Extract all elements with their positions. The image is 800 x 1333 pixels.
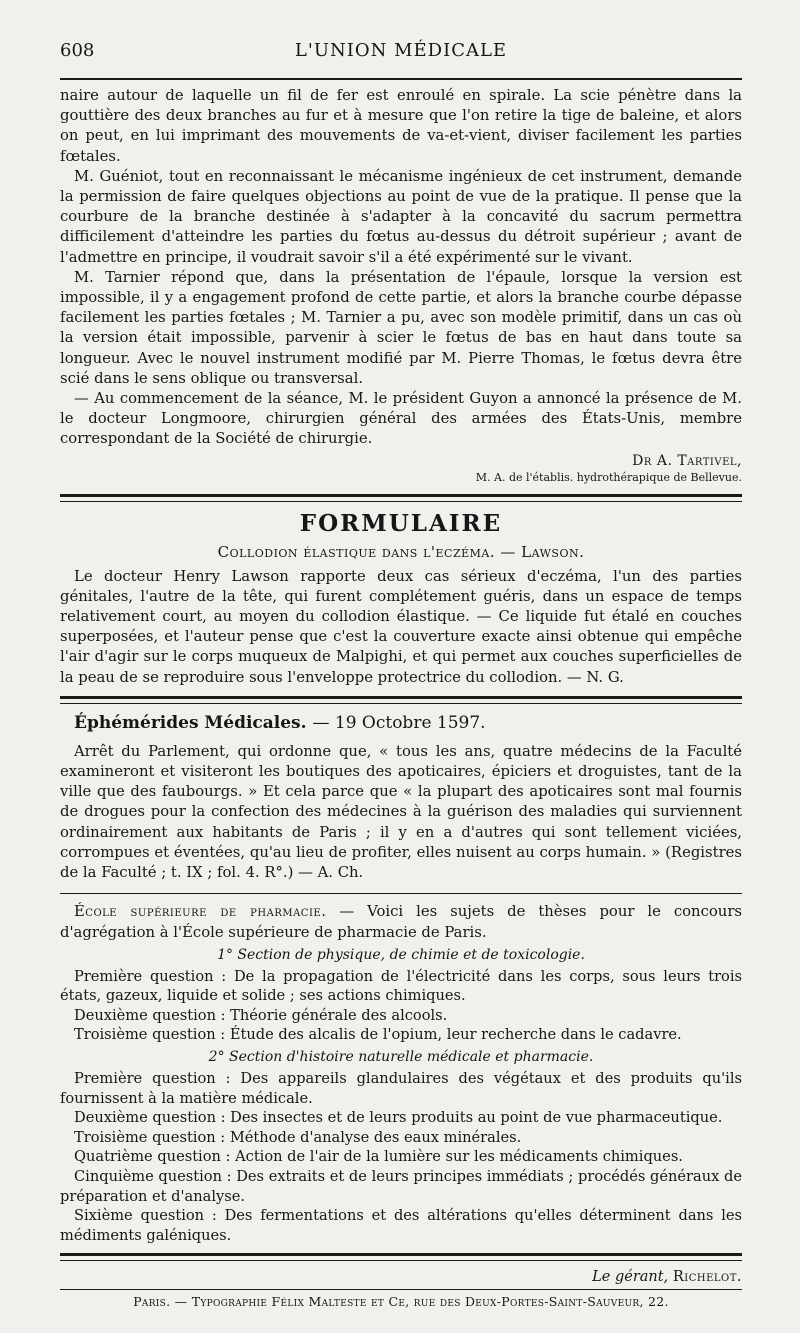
formulaire-subtitle: Collodion élastique dans l'eczéma. — Lawson. — [217, 542, 585, 561]
gerant-name: Richelot. — [672, 1269, 742, 1286]
ephemerides-section — [60, 712, 742, 883]
section-divider-thin — [60, 893, 742, 894]
ephemerides-date: — 19 Octobre 1597. — [312, 712, 486, 733]
author-signature — [60, 452, 742, 486]
ecole-intro-text: — Voici les sujets de thèses pour le concours d'agrégation à l'École supérieure de pharmacie de Paris. — [60, 903, 742, 941]
section-1-question: Deuxième question : Théorie générale des alcools. — [74, 1006, 448, 1024]
intro-article — [60, 86, 742, 486]
section-2-question: Troisième question : Méthode d'analyse des eaux minérales. — [74, 1128, 522, 1146]
ephemerides-title: Éphémérides Médicales. — [74, 712, 307, 733]
signature-title: M. A. de l'établis. hydrothérapique de Bellevue. — [475, 470, 742, 484]
journal-title: L'UNION MÉDICALE — [294, 40, 508, 61]
section-2-question: Cinquième question : Des extraits et de leurs principes immédiats ; procédés généraux de préparation et d'analyse. — [60, 1168, 742, 1205]
gerant-label: Le gérant, — [592, 1269, 669, 1286]
section-divider — [60, 696, 742, 704]
ecole-section — [60, 902, 742, 1245]
section-2-question: Sixième question : Des fermentations et des altérations qu'elles déterminent dans les médiments galéniques. — [60, 1207, 742, 1244]
formulaire-section — [60, 510, 742, 688]
printer-imprint: Paris. — Typographie Félix Malteste et Ce, rue des Deux-Portes-Saint-Sauveur, 22. — [133, 1294, 669, 1310]
ephemerides-heading — [60, 712, 742, 734]
section-divider — [60, 494, 742, 502]
intro-paragraph-4: — Au commencement de la séance, M. le président Guyon a annoncé la présence de M. le docteur Longmoore, chirurgien général des armées des États-Unis, membre correspondant de la Société de chirurgie. — [60, 390, 742, 448]
intro-paragraph-1: naire autour de laquelle un fil de fer est enroulé en spirale. La scie pénètre dans la gouttière des deux branches au fur et à mesure que l'on retire la tige de baleine, et alors on peut, en lui imprimant des mouvements de va-et-vient, diviser facilement les parties fœtales. — [60, 87, 742, 165]
header-rule — [60, 78, 742, 80]
page-number: 608 — [60, 40, 95, 61]
ecole-lead: École supérieure de pharmacie. — [74, 903, 327, 921]
intro-paragraph-2: M. Guéniot, tout en reconnaissant le mécanisme ingénieux de cet instrument, demande la permission de faire quelques objections au point de vue de la pratique. Il pense que la courbure de la branche destinée à s'adapter à la concavité du sacrum permettra difficilement d'atteindre les parties du fœtus au-dessus du détroit supérieur ; avant de l'admettre en principe, il voudrait savoir s'il a été expérimenté sur le vivant. — [60, 167, 742, 266]
section-1-question: Première question : De la propagation de l'électricité dans les corps, sous leurs trois états, gazeux, liquide et solide ; ses actions chimiques. — [60, 967, 742, 1005]
ephemerides-body: Arrêt du Parlement, qui ordonne que, « tous les ans, quatre médecins de la Faculté examineront et visiteront les boutiques des apoticaires, épiciers et droguistes, tant de la ville que des faubourgs. » Et cela parce que « la plupart des apoticaires sont mal fournis de drogues pour la confection des médecines à la guérison des maladies qui surviennent ordinairement aux habitants de Paris ; il y en a d'autres qui sont tellement viciées, corrompues et éventées, qu'au lieu de profiter, elles nuisent au corps humain. » (Registres de la Faculté ; t. IX ; fol. 4. R°.) — A. Ch. — [60, 742, 742, 882]
page-header — [60, 40, 742, 70]
gerant-signature — [60, 1269, 742, 1285]
section-2-question: Première question : Des appareils glandulaires des végétaux et des produits qu'ils fournissent à la matière médicale. — [60, 1070, 742, 1107]
section-1-question: Troisième question : Étude des alcalis de l'opium, leur recherche dans le cadavre. — [74, 1026, 682, 1044]
section-1-title: 1° Section de physique, de chimie et de toxicologie. — [217, 946, 585, 963]
signature-name: Dr A. Tartivel, — [632, 452, 742, 469]
formulaire-title: FORMULAIRE — [299, 509, 503, 537]
formulaire-body: Le docteur Henry Lawson rapporte deux cas sérieux d'eczéma, l'un des parties génitales, l'autre de la tête, qui furent complétement guéris, dans un espace de temps relativement court, au moyen du collodion élastique. — Ce liquide fut étalé en couches superposées, et l'auteur pense que c'est la couverture exacte ainsi obtenue qui empêche l'air d'agir sur le corps muqueux de Malpighi, et qui permet aux couches superficielles de la peau de se reproduire sous l'enveloppe protectrice du collodion. — N. G. — [60, 567, 742, 686]
ecole-intro — [60, 902, 742, 942]
section-2-question: Quatrième question : Action de l'air de la lumière sur les médicaments chimiques. — [74, 1148, 683, 1166]
intro-paragraph-3: M. Tarnier répond que, dans la présentation de l'épaule, lorsque la version est impossible, il y a engagement profond de cette partie, et alors la branche courbe dépasse facilement les parties fœtales ; M. Tarnier a pu, avec son modèle primitif, dans un cas où la version était impossible, parvenir à scier le fœtus de bas en haut dans toute sa longueur. Avec le nouvel instrument modifié par M. Pierre Thomas, le fœtus devra être scié dans le sens oblique ou transversal. — [60, 268, 742, 387]
footer-divider — [60, 1253, 742, 1261]
footer-rule — [60, 1289, 742, 1290]
section-2-title: 2° Section d'histoire naturelle médicale et pharmacie. — [208, 1049, 594, 1066]
section-2-question: Deuxième question : Des insectes et de leurs produits au point de vue pharmaceutique. — [74, 1109, 723, 1127]
